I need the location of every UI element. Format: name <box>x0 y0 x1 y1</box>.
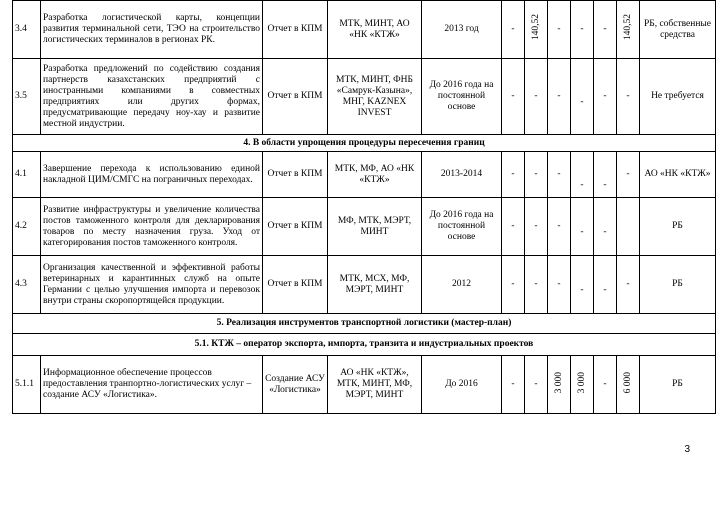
row-number: 5.1.1 <box>13 356 41 414</box>
row-cost-5: - <box>594 256 617 314</box>
row-cost-4: - <box>571 198 594 256</box>
row-cost-1: - <box>502 256 525 314</box>
table-row <box>13 198 716 256</box>
row-cost-3: - <box>548 59 571 135</box>
row-cost-2: - <box>525 356 548 414</box>
page-number: 3 <box>684 444 690 455</box>
row-responsible: МФ, МТК, МЭРТ, МИНТ <box>328 198 422 256</box>
row-number: 3.5 <box>13 59 41 135</box>
row-cost-4: - <box>571 256 594 314</box>
table-row <box>13 59 716 135</box>
row-responsible: МТК, МИНТ, АО «НК «КТЖ» <box>328 1 422 59</box>
section-4-title: 4. В области упрощения процедуры пересечения границ <box>13 135 716 152</box>
row-description: Завершение перехода к использованию единой накладной ЦИМ/СМГС на пограничных переходах. <box>41 152 263 198</box>
row-cost-4: - <box>571 152 594 198</box>
row-cost-5: - <box>594 198 617 256</box>
table-row <box>13 152 716 198</box>
row-cost-2: - <box>525 256 548 314</box>
table-row <box>13 1 716 59</box>
row-responsible: МТК, МФ, АО «НК «КТЖ» <box>328 152 422 198</box>
row-cost-5: - <box>594 356 617 414</box>
row-cost-1: - <box>502 152 525 198</box>
row-cost-2: - <box>525 152 548 198</box>
row-cost-1: - <box>502 59 525 135</box>
row-cost-3: - <box>548 256 571 314</box>
row-source: РБ <box>640 356 716 414</box>
row-cost-total: 140,52 <box>622 14 633 41</box>
row-cost-total: 6 000 <box>622 371 633 394</box>
row-cost-total <box>617 198 640 256</box>
row-term: До 2016 <box>422 356 502 414</box>
row-form: Отчет в КПМ <box>263 1 328 59</box>
row-source: Не требуется <box>640 59 716 135</box>
row-description: Организация качественной и эффективной работы ветеринарных и карантинных служб на опыте Германии с целью улучшения импорта и перевозок внутри страны скоропортящейся продукции. <box>41 256 263 314</box>
row-form: Создание АСУ «Логистика» <box>263 356 328 414</box>
section-row <box>13 135 716 152</box>
row-form: Отчет в КПМ <box>263 256 328 314</box>
row-term: До 2016 года на постоянной основе <box>422 59 502 135</box>
row-responsible: МТК, МСХ, МФ, МЭРТ, МИНТ <box>328 256 422 314</box>
row-cost-total: - <box>617 256 640 314</box>
row-number: 4.3 <box>13 256 41 314</box>
row-number: 4.1 <box>13 152 41 198</box>
row-cost-3: - <box>548 1 571 59</box>
row-cost-4: - <box>571 59 594 135</box>
row-responsible: МТК, МИНТ, ФНБ «Самрук-Казына», МНГ, KAZNEX INVEST <box>328 59 422 135</box>
section-row <box>13 314 716 334</box>
row-cost-2: - <box>525 59 548 135</box>
row-cost-1: - <box>502 198 525 256</box>
action-plan-table <box>12 0 716 414</box>
row-description: Информационное обеспечение процессов предоставления транпортно-логистических услуг – создание АСУ «Логистика». <box>41 356 263 414</box>
row-cost-5: - <box>594 152 617 198</box>
row-form: Отчет в КПМ <box>263 198 328 256</box>
section-row <box>13 334 716 356</box>
table-row <box>13 256 716 314</box>
row-cost-5: - <box>594 59 617 135</box>
row-description: Развитие инфраструктуры и увеличение количества постов таможенного контроля для декларирования товаров по месту назначения груза. Уход от категорирования постов таможенного контроля. <box>41 198 263 256</box>
row-cost-total: - <box>617 59 640 135</box>
section-5-title: 5. Реализация инструментов транспортной логистики (мастер-план) <box>13 314 716 334</box>
row-cost-4: - <box>571 1 594 59</box>
row-cost-3: 3 000 <box>553 371 564 394</box>
row-term: 2013-2014 <box>422 152 502 198</box>
row-description: Разработка предложений по содействию создания партнерств казахстанских предприятий с иностранными компаниями в совместных предприятиях или других формах, предусматривающие передачу ноу-хау и развитие местной индустрии. <box>41 59 263 135</box>
row-source: РБ <box>640 256 716 314</box>
row-cost-5: - <box>594 1 617 59</box>
row-source: РБ, собственные средства <box>640 1 716 59</box>
row-cost-1: - <box>502 356 525 414</box>
row-form: Отчет в КПМ <box>263 59 328 135</box>
row-cost-2: 140,52 <box>530 14 541 41</box>
row-responsible: АО «НК «КТЖ», МТК, МИНТ, МФ, МЭРТ, МИНТ <box>328 356 422 414</box>
row-source: РБ <box>640 198 716 256</box>
row-number: 3.4 <box>13 1 41 59</box>
row-description: Разработка логистической карты, концепции развития терминальной сети, ТЭО на строительство логистических терминалов в регионах РК. <box>41 1 263 59</box>
row-cost-3: - <box>548 198 571 256</box>
row-term: До 2016 года на постоянной основе <box>422 198 502 256</box>
row-form: Отчет в КПМ <box>263 152 328 198</box>
table-row <box>13 356 716 414</box>
row-source: АО «НК «КТЖ» <box>640 152 716 198</box>
row-cost-3: - <box>548 152 571 198</box>
row-term: 2012 <box>422 256 502 314</box>
row-cost-1: - <box>502 1 525 59</box>
row-cost-total: - <box>617 152 640 198</box>
section-5-1-title: 5.1. КТЖ – оператор экспорта, импорта, транзита и индустриальных проектов <box>13 334 716 356</box>
row-cost-2: - <box>525 198 548 256</box>
row-cost-4: 3 000 <box>576 371 587 394</box>
row-term: 2013 год <box>422 1 502 59</box>
row-number: 4.2 <box>13 198 41 256</box>
